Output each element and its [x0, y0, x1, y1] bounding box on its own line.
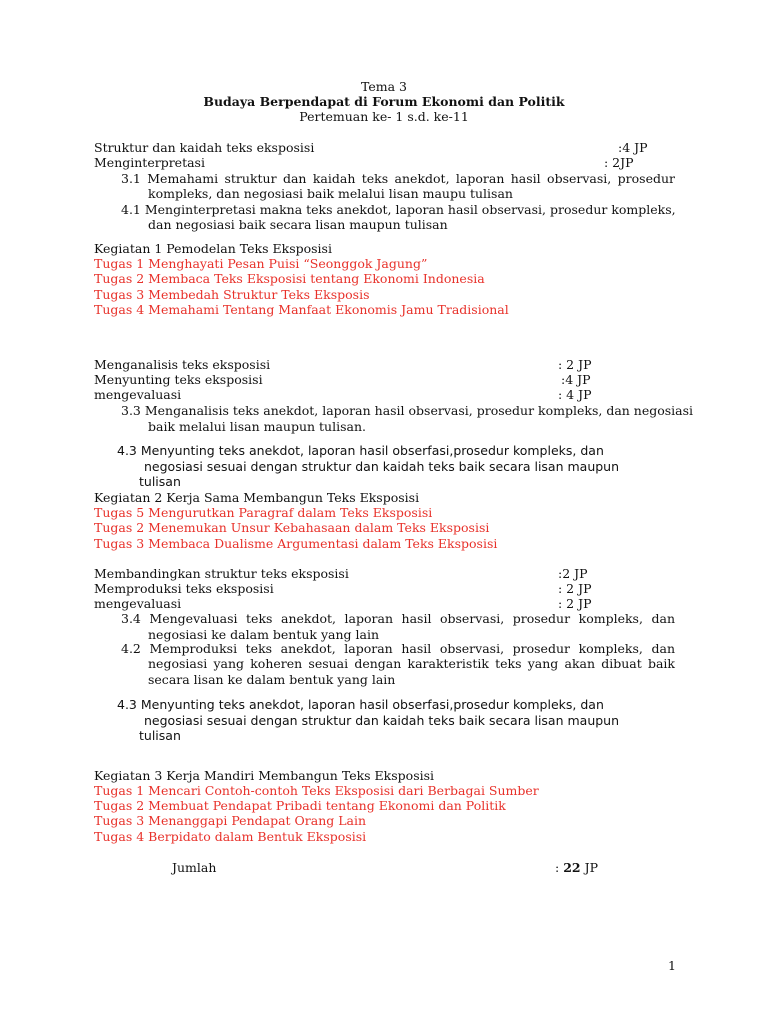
kd-4-1: 4.1 Menginterpretasi makna teks anekdot, laporan hasil observasi, prosedur kompleks,: [121, 202, 676, 217]
kd-4-3-cont: negosiasi sesuai dengan struktur dan kaidah teks baik secara lisan maupun: [144, 459, 620, 474]
tugas-item: Tugas 3 Membedah Struktur Teks Eksposis: [94, 287, 370, 302]
kd-4-3: 4.3 Menyunting teks anekdot, laporan hasil obserfasi,prosedur kompleks, dan: [117, 697, 604, 712]
kd-3-3: 3.3 Menganalisis teks anekdot, laporan hasil observasi, prosedur kompleks, dan negosiasi: [121, 403, 694, 418]
kd-4-1-cont: dan negosiasi baik secara lisan maupun tulisan: [148, 217, 448, 232]
jp-row-label: Menginterpretasi: [94, 155, 205, 170]
tugas-item: Tugas 2 Membuat Pendapat Pribadi tentang Ekonomi dan Politik: [94, 798, 506, 813]
tugas-item: Tugas 1 Menghayati Pesan Puisi “Seonggok Jagung”: [94, 256, 428, 271]
jp-row-value: : 2 JP: [558, 596, 592, 611]
jp-row-value: :4 JP: [561, 372, 591, 387]
meeting-range: Pertemuan ke- 1 s.d. ke-11: [299, 109, 469, 124]
jp-row-label: Menyunting teks eksposisi: [94, 372, 263, 387]
kd-4-3-cont: tulisan: [139, 474, 181, 489]
kd-3-3-cont: baik melalui lisan maupun tulisan.: [148, 419, 366, 434]
kd-3-1-cont: kompleks, dan negosiasi baik melalui lisan maupu tulisan: [148, 186, 513, 201]
kegiatan-3-heading: Kegiatan 3 Kerja Mandiri Membangun Teks Eksposisi: [94, 768, 435, 783]
kd-3-4-cont: negosiasi ke dalam bentuk yang lain: [148, 627, 380, 642]
kd-3-4: 3.4 Mengevaluasi teks anekdot, laporan hasil observasi, prosedur kompleks, dan: [121, 611, 675, 626]
page-number: 1: [668, 958, 676, 973]
jp-row-value: :4 JP: [618, 140, 648, 155]
kd-4-2: 4.2 Memproduksi teks anekdot, laporan hasil observasi, prosedur kompleks, dan: [121, 641, 675, 656]
jp-row-value: :2 JP: [558, 566, 588, 581]
kegiatan-1-heading: Kegiatan 1 Pemodelan Teks Eksposisi: [94, 241, 332, 256]
jp-row-value: : 2 JP: [558, 581, 592, 596]
total-prefix: :: [555, 860, 564, 875]
jp-row-value: : 2JP: [604, 155, 634, 170]
tugas-item: Tugas 3 Menanggapi Pendapat Orang Lain: [94, 813, 367, 828]
tugas-item: Tugas 4 Berpidato dalam Bentuk Eksposisi: [94, 829, 367, 844]
total-value: [555, 860, 598, 876]
kd-4-3: 4.3 Menyunting teks anekdot, laporan hasil obserfasi,prosedur kompleks, dan: [117, 443, 604, 458]
jp-row-value: : 4 JP: [558, 387, 592, 402]
jp-row-label: Membandingkan struktur teks eksposisi: [94, 566, 349, 581]
tugas-item: Tugas 3 Membaca Dualisme Argumentasi dalam Teks Eksposisi: [94, 536, 498, 551]
total-unit: JP: [580, 860, 598, 875]
tugas-item: Tugas 4 Memahami Tentang Manfaat Ekonomis Jamu Tradisional: [94, 302, 509, 317]
jp-row-value: : 2 JP: [558, 357, 592, 372]
jp-row-label: Menganalisis teks eksposisi: [94, 357, 271, 372]
jp-row-label: mengevaluasi: [94, 596, 182, 611]
tugas-item: Tugas 5 Mengurutkan Paragraf dalam Teks Eksposisi: [94, 505, 433, 520]
tugas-item: Tugas 2 Membaca Teks Eksposisi tentang Ekonomi Indonesia: [94, 271, 485, 286]
jp-row-label: mengevaluasi: [94, 387, 182, 402]
document-title: Budaya Berpendapat di Forum Ekonomi dan Politik: [203, 94, 565, 109]
tugas-item: Tugas 2 Menemukan Unsur Kebahasaan dalam Teks Eksposisi: [94, 520, 490, 535]
total-label: Jumlah: [172, 860, 217, 875]
jp-row-label: Struktur dan kaidah teks eksposisi: [94, 140, 315, 155]
kd-3-1: 3.1 Memahami struktur dan kaidah teks anekdot, laporan hasil observasi, prosedur: [121, 171, 675, 186]
jp-row-label: Memproduksi teks eksposisi: [94, 581, 274, 596]
tugas-item: Tugas 1 Mencari Contoh-contoh Teks Eksposisi dari Berbagai Sumber: [94, 783, 539, 798]
kd-4-2-cont: negosiasi yang koheren sesuai dengan karakteristik teks yang akan dibuat baik: [148, 656, 675, 671]
kd-4-2-cont: secara lisan ke dalam bentuk yang lain: [148, 672, 396, 687]
kd-4-3-cont: tulisan: [139, 728, 181, 743]
kegiatan-2-heading: Kegiatan 2 Kerja Sama Membangun Teks Eksposisi: [94, 490, 420, 505]
tema-label: Tema 3: [361, 79, 407, 94]
kd-4-3-cont: negosiasi sesuai dengan struktur dan kaidah teks baik secara lisan maupun: [144, 713, 620, 728]
total-number: 22: [563, 860, 581, 875]
